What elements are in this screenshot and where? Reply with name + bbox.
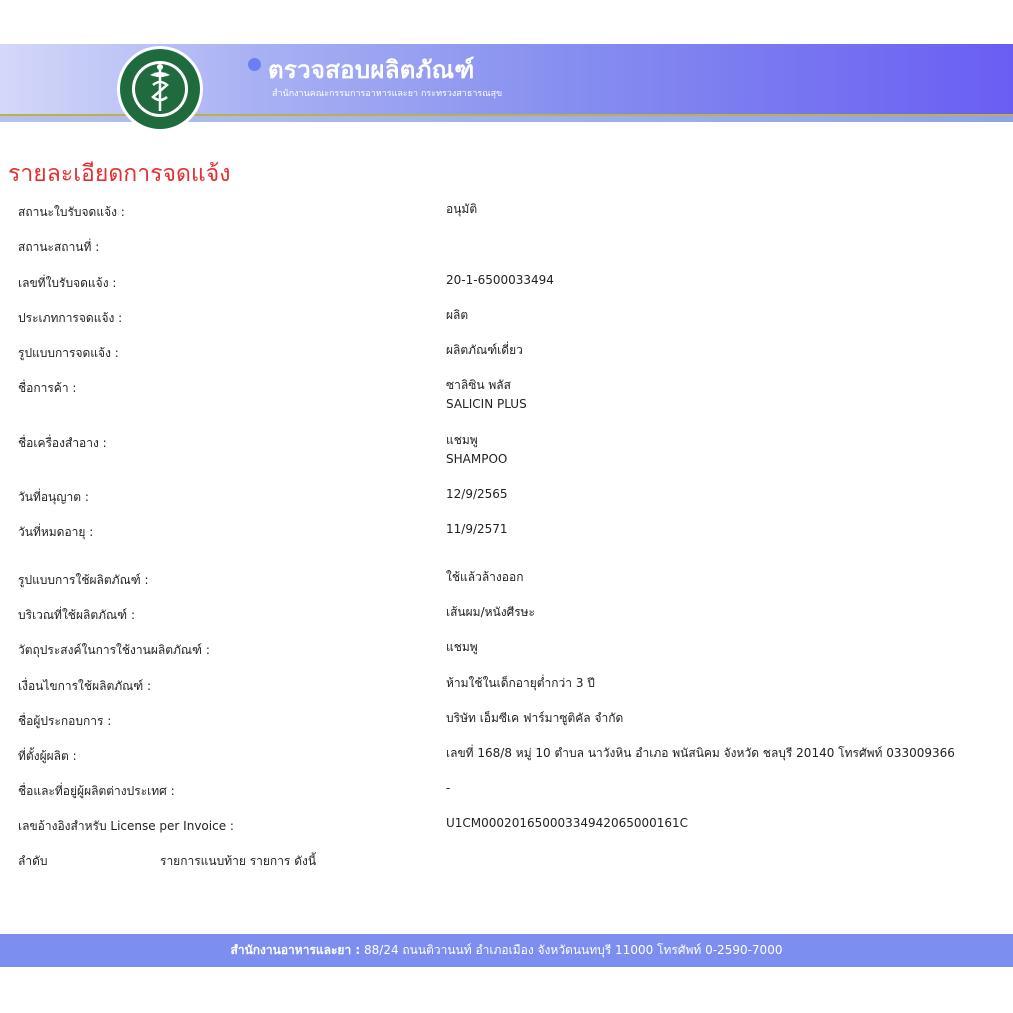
title-bullet-icon: [248, 58, 261, 71]
field-value: [446, 603, 535, 622]
field-label: เงื่อนไขการใช้ผลิตภัณฑ์ :: [18, 679, 152, 693]
field-label: ประเภทการจดแจ้ง :: [18, 311, 123, 325]
attachment-order-header: ลำดับ: [18, 854, 48, 868]
field-label: ชื่อการค้า :: [18, 381, 77, 395]
field-value: [446, 779, 450, 798]
field-value-line: อนุมัติ: [446, 202, 478, 216]
field-label: รูปแบบการจดแจ้ง :: [18, 346, 119, 360]
field-value-line: 12/9/2565: [446, 487, 508, 501]
field-value-line: U1CM0002016500033494206500016​1C: [446, 816, 689, 830]
field-value: [446, 431, 507, 469]
field-value-line: ใช้แล้วล้างออก: [446, 570, 524, 584]
field-label: วันที่อนุญาต :: [18, 490, 89, 504]
field-label: บริเวณที่ใช้ผลิตภัณฑ์ :: [18, 608, 135, 622]
field-value-line: ห้ามใช้ในเด็กอายุต่ำกว่า 3 ปี: [446, 676, 595, 690]
field-value: [446, 485, 508, 504]
field-value: [446, 709, 623, 728]
field-label: สถานะใบรับจดแจ้ง :: [18, 205, 125, 219]
footer-org: สำนักงานอาหารและยา :: [230, 943, 361, 957]
field-value-line: SHAMPOO: [446, 452, 508, 466]
attachment-list-header: รายการแนบท้าย รายการ ดังนี้: [160, 854, 317, 868]
field-value-line: ผลิต: [446, 308, 469, 322]
field-value: [446, 200, 477, 219]
field-value: [446, 814, 688, 833]
footer-address: 88/24 ถนนติวานนท์ อำเภอเมือง จังหวัดนนทบุรี 11000 โทรศัพท์ 0-2590-7000: [364, 943, 783, 957]
field-label: สถานะสถานที่ :: [18, 240, 100, 254]
field-value: [446, 674, 595, 693]
site-title: ตรวจสอบผลิตภัณฑ์: [268, 56, 475, 84]
field-value: [446, 744, 955, 763]
field-value-line: ซาลิซิน พลัส: [446, 378, 511, 392]
ministry-logo: [116, 45, 204, 133]
field-value-line: 20-1-6500033494: [446, 273, 554, 287]
field-label: เลขที่ใบรับจดแจ้ง :: [18, 276, 117, 290]
page-title: รายละเอียดการจดแจ้ง: [8, 161, 231, 187]
field-value-line: 11/9/2571: [446, 522, 508, 536]
field-label: ที่ตั้งผู้ผลิต :: [18, 749, 77, 763]
field-label: ชื่อผู้ประกอบการ :: [18, 714, 112, 728]
field-value-line: เลขที่ 168/8 หมู่ 10 ตำบล นาวังหิน อำเภอ พนัสนิคม จังหวัด ชลบุรี 20140 โทรศัพท์ 033009366: [446, 746, 955, 760]
field-value: [446, 568, 523, 587]
field-label: รูปแบบการใช้ผลิตภัณฑ์ :: [18, 573, 149, 587]
field-value: [446, 306, 468, 325]
site-subtitle: สำนักงานคณะกรรมการอาหารและยา กระทรวงสาธารณสุข: [272, 89, 503, 99]
field-value-line: แชมพู: [446, 640, 478, 654]
field-value: [446, 376, 527, 414]
field-value-line: เส้นผม/หนังศีรษะ: [446, 605, 536, 619]
field-value: [446, 520, 508, 539]
field-value-line: ผลิตภัณฑ์เดี่ยว: [446, 343, 523, 357]
field-value: [446, 271, 554, 290]
field-value: [446, 341, 523, 360]
field-label: เลขอ้างอิงสำหรับ License per Invoice :: [18, 819, 234, 833]
field-value-line: บริษัท เอ็มซีเค ฟาร์มาซูติคัล จำกัด: [446, 711, 624, 725]
field-label: วัตถุประสงค์ในการใช้งานผลิตภัณฑ์ :: [18, 643, 210, 657]
field-value-line: SALICIN PLUS: [446, 397, 527, 411]
field-label: วันที่หมดอายุ :: [18, 525, 94, 539]
field-value-line: แชมพู: [446, 433, 478, 447]
field-label: ชื่อเครื่องสำอาง :: [18, 436, 107, 450]
field-value: [446, 638, 478, 657]
footer: [0, 934, 1013, 967]
field-value-line: -: [446, 781, 451, 795]
field-label: ชื่อและที่อยู่ผู้ผลิตต่างประเทศ :: [18, 784, 175, 798]
